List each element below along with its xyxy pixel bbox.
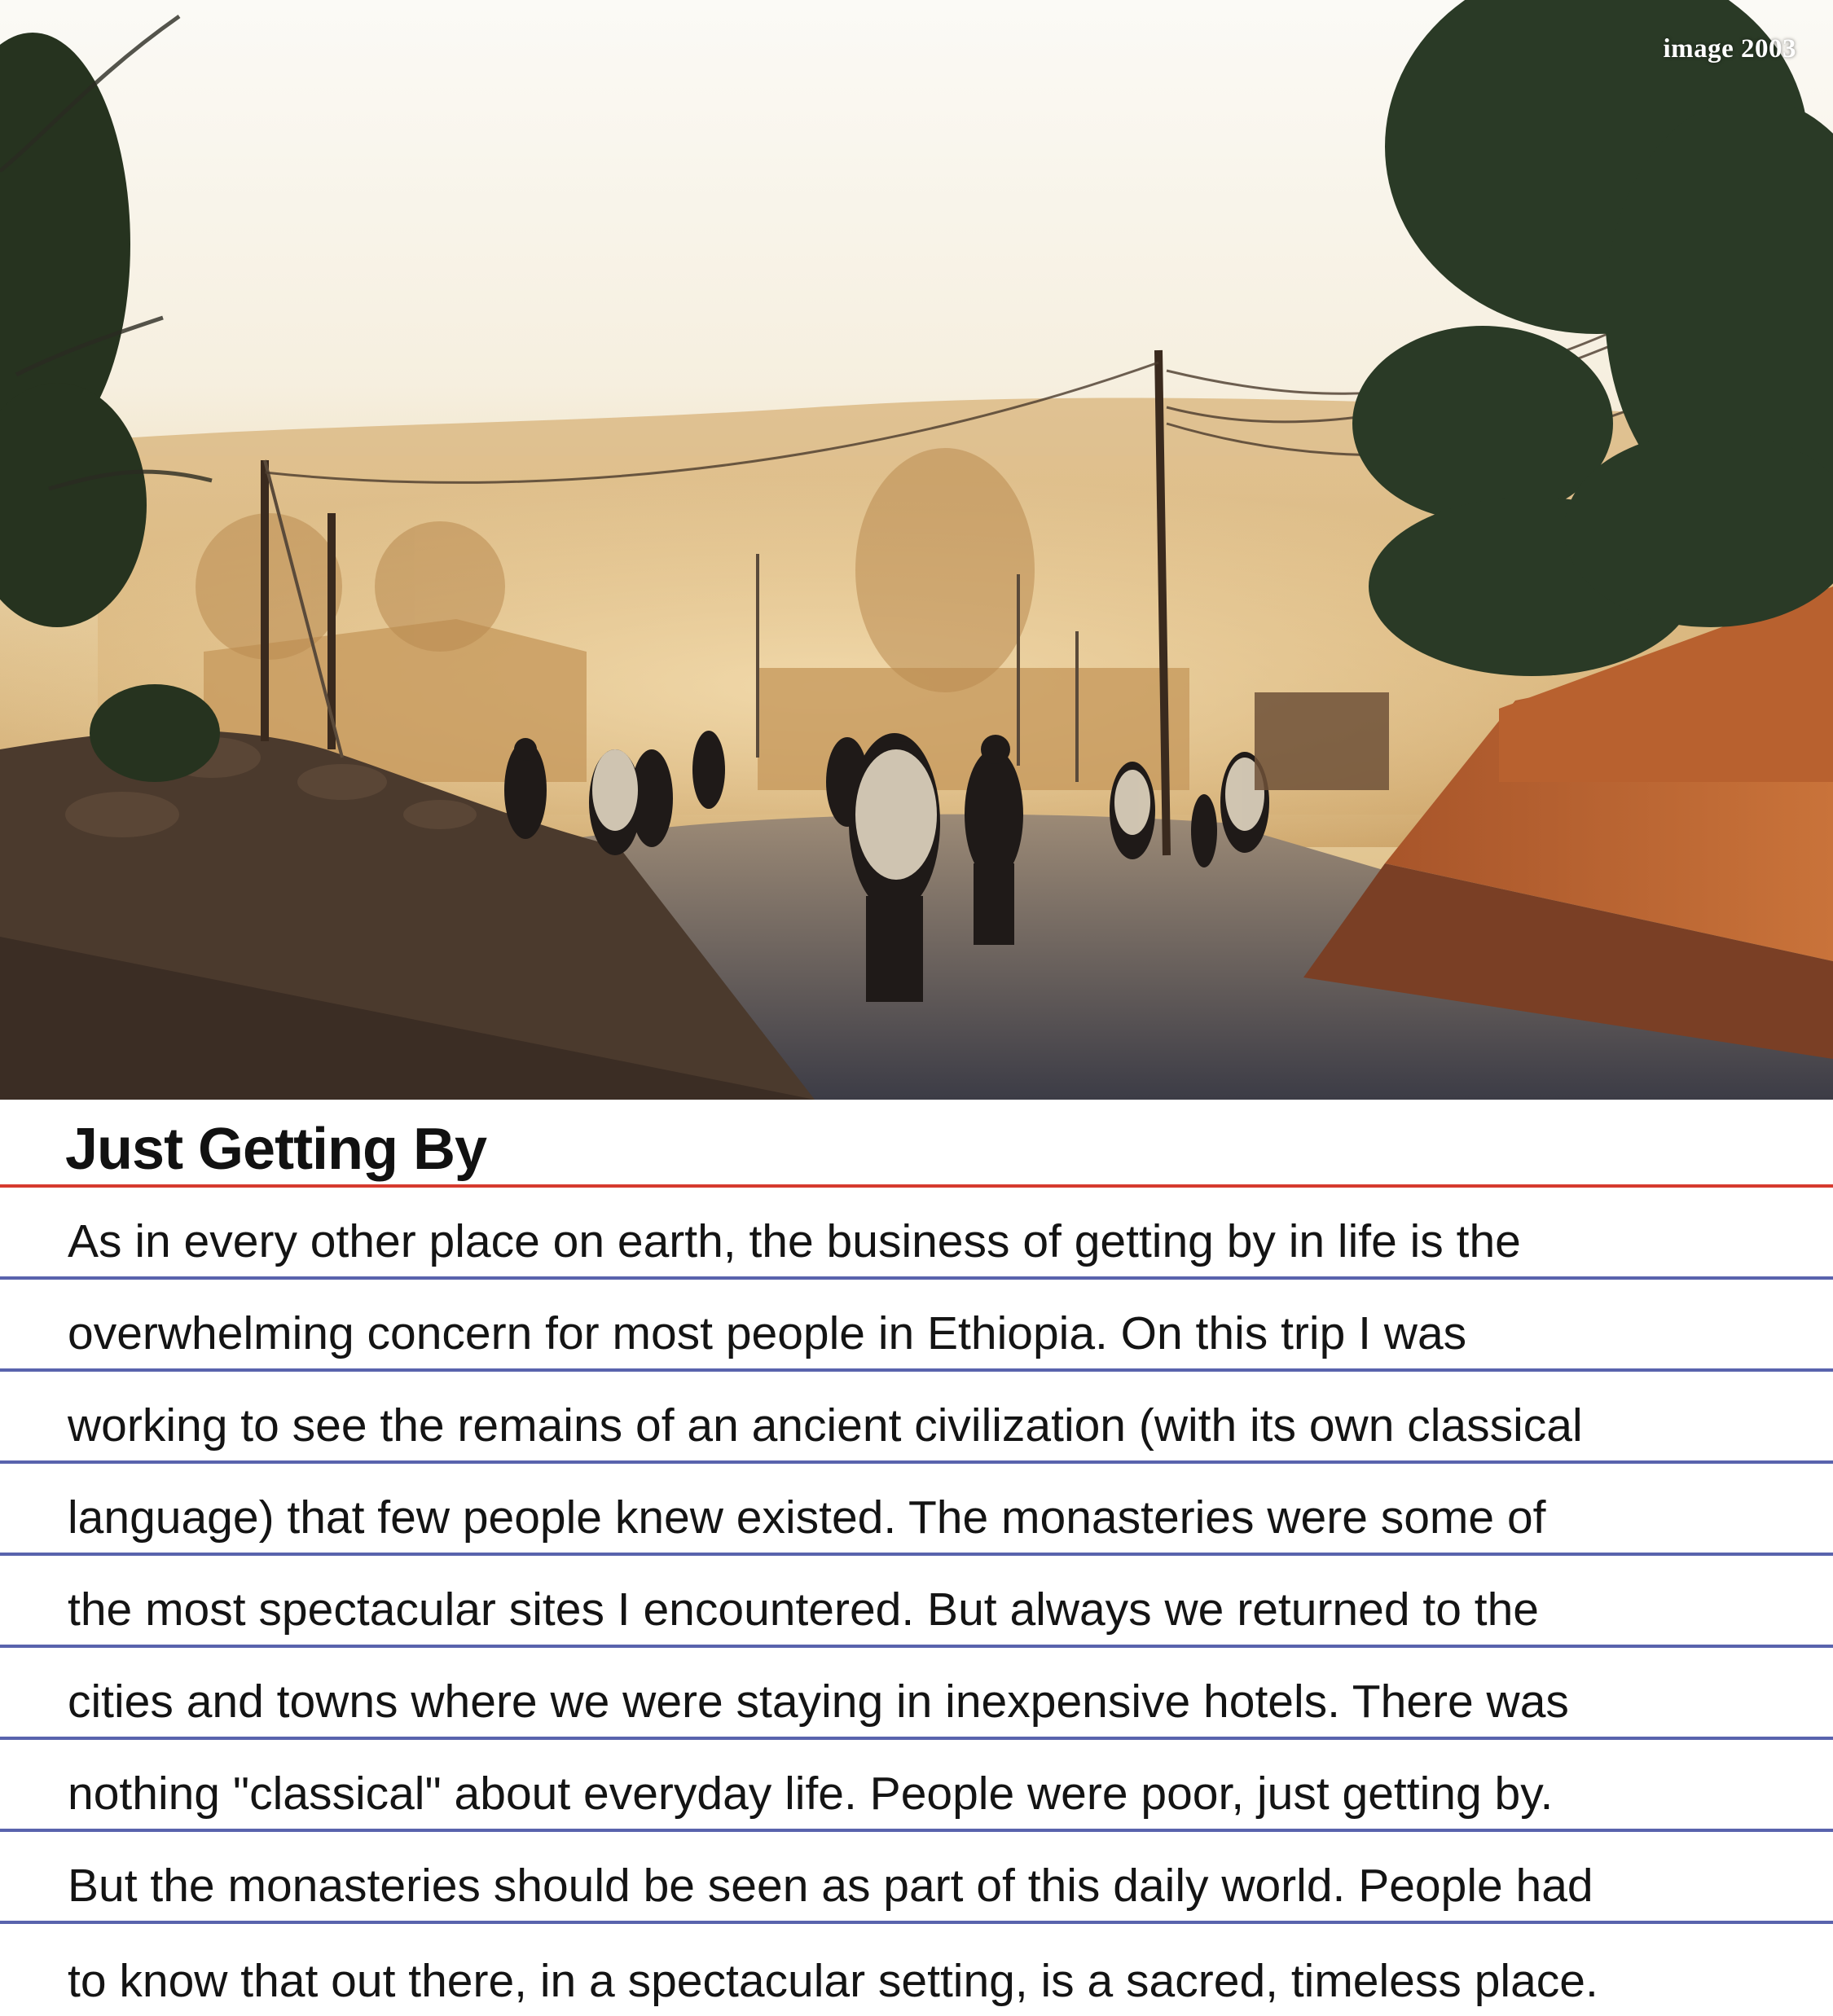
body-line-text: the most spectacular sites I encountered. But always we returned to the [68,1583,1539,1636]
body-line-text: working to see the remains of an ancient civilization (with its own classical [68,1399,1583,1452]
body-line [0,1832,1833,1924]
body-line [0,1280,1833,1372]
body-line-text: As in every other place on earth, the business of getting by in life is the [68,1215,1521,1267]
body-line [0,1556,1833,1648]
photo-caption: image 2003 [1663,34,1796,64]
body-line [0,1372,1833,1464]
body-line [0,1188,1833,1280]
body-line-text: language) that few people knew existed. The monasteries were some of [68,1491,1546,1544]
article-body [0,1188,1833,2016]
body-line [0,1740,1833,1832]
body-line [0,1924,1833,2016]
body-line [0,1464,1833,1556]
body-line-text: overwhelming concern for most people in Ethiopia. On this trip I was [68,1307,1467,1359]
body-line-text: cities and towns where we were staying in inexpensive hotels. There was [68,1676,1569,1728]
body-line [0,1648,1833,1740]
page-title: Just Getting By [65,1117,487,1182]
body-line-text: to know that out there, in a spectacular setting, is a sacred, timeless place. [68,1955,1598,2007]
body-line-text: nothing "classical" about everyday life. People were poor, just getting by. [68,1768,1554,1820]
body-line-text: But the monasteries should be seen as part of this daily world. People had [68,1860,1593,1912]
